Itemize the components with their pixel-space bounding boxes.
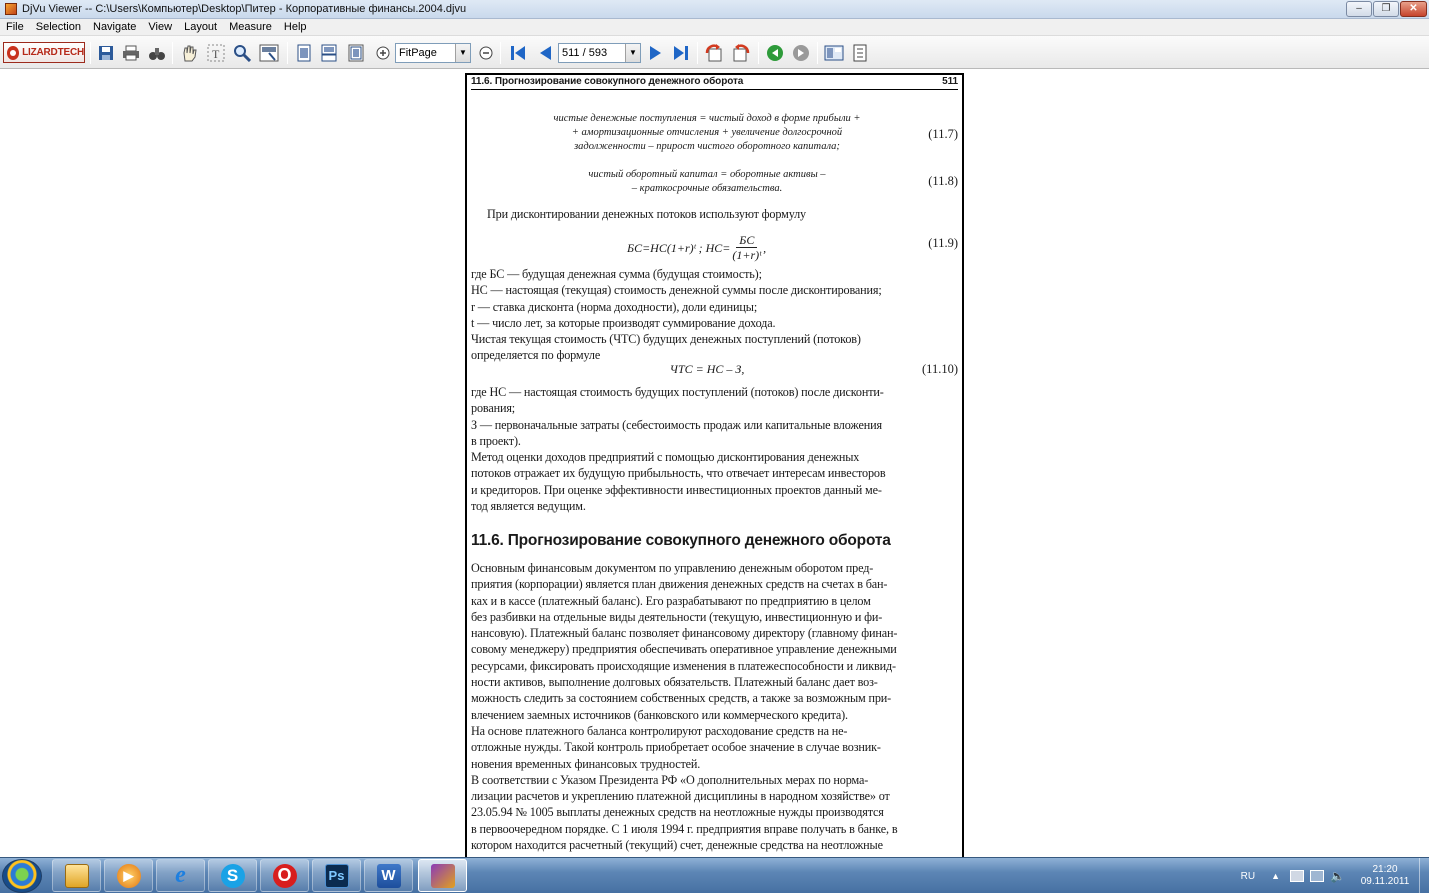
text-line: определяется по формуле — [471, 348, 601, 363]
taskbar-explorer[interactable] — [52, 859, 101, 892]
network-icon[interactable] — [1310, 870, 1324, 882]
text-line: Чистая текущая стоимость (ЧТС) будущих денежных поступлений (потоков) — [471, 332, 861, 347]
formula-text: БС=НС(1+r)ᵗ ; НС= — [627, 240, 731, 255]
continuous-page-icon[interactable] — [319, 43, 339, 63]
last-page-icon[interactable] — [671, 43, 691, 63]
taskbar-skype[interactable] — [208, 859, 257, 892]
text-line: Метод оценки доходов предприятий с помощью дисконтирования денежных — [471, 450, 860, 465]
page-header — [471, 76, 958, 90]
text-line: в проект). — [471, 433, 521, 448]
text-select-icon[interactable] — [206, 43, 226, 63]
single-page-icon[interactable] — [294, 43, 314, 63]
text-line: где БС — будущая денежная сумма (будущая стоимость); — [471, 267, 762, 281]
document-page — [465, 73, 964, 857]
window-title: DjVu Viewer -- C:\Users\Компьютер\Desktop\Питер - Корпоративные финансы.2004.djvu — [22, 3, 467, 15]
opera-icon: O — [273, 864, 297, 888]
action-center-icon[interactable] — [1290, 870, 1304, 882]
start-button[interactable] — [2, 859, 42, 893]
rotate-right-icon[interactable] — [731, 43, 751, 63]
close-button[interactable]: ✕ — [1400, 1, 1427, 17]
text-line: НС — настоящая (текущая) стоимость денежной суммы после дисконтирования; — [471, 283, 882, 298]
formula-number: (11.8) — [928, 174, 958, 188]
text-line: новения временных финансовых трудностей. — [471, 756, 701, 771]
clock-time: 21:20 — [1372, 864, 1398, 875]
lizardtech-logo[interactable] — [3, 42, 85, 63]
fit-page-icon[interactable] — [346, 43, 366, 63]
word-icon: W — [377, 864, 401, 888]
folder-icon — [65, 864, 89, 888]
rect-zoom-icon[interactable] — [259, 43, 279, 63]
text-line: лизации расчетов и укреплению платежной дисциплины в народном хозяйстве» от — [471, 789, 890, 804]
definitions-block-2 — [471, 384, 959, 514]
skype-icon: S — [221, 864, 245, 888]
text-line: r — ставка дисконта (норма доходности), доли единицы; — [471, 299, 758, 314]
text-line: приятия (корпорации) является план движения денежных средств на счетах в бан- — [471, 577, 888, 592]
find-binoculars-icon[interactable] — [147, 43, 167, 63]
taskbar-media-player[interactable] — [104, 859, 153, 892]
menu-bar — [0, 19, 1429, 36]
thumbnails-icon[interactable] — [824, 43, 844, 63]
page-number-select[interactable] — [558, 43, 641, 63]
text-line: совому менеджеру) предприятия обеспечивать оперативное управление денежными — [471, 642, 897, 657]
formula-11-8 — [507, 168, 907, 196]
rotate-left-icon[interactable] — [704, 43, 724, 63]
taskbar-djvu-viewer[interactable] — [418, 859, 467, 892]
text-line: без разбивки на отдельные виды деятельности (текущую, инвестиционную и фи- — [471, 609, 883, 624]
zoom-tool-icon[interactable] — [232, 43, 252, 63]
page-header-title: 11.6. Прогнозирование совокупного денежного оборота — [471, 76, 744, 87]
menu-measure[interactable]: Measure — [229, 21, 272, 33]
zoom-select-value: FitPage — [399, 47, 437, 59]
title-bar — [0, 0, 1429, 19]
system-tray — [1241, 858, 1429, 894]
minimize-button[interactable]: – — [1346, 1, 1372, 17]
maximize-button[interactable]: ❐ — [1373, 1, 1399, 17]
zoom-select[interactable] — [395, 43, 471, 63]
print-icon[interactable] — [121, 43, 141, 63]
volume-icon[interactable]: 🔈 — [1330, 869, 1345, 883]
zoom-out-icon[interactable] — [476, 43, 496, 63]
document-info-icon[interactable] — [850, 43, 870, 63]
formula-fraction — [732, 233, 761, 262]
page-dropdown-arrow-icon[interactable]: ▼ — [625, 44, 640, 62]
menu-selection[interactable]: Selection — [35, 21, 81, 33]
menu-view[interactable]: View — [148, 21, 173, 33]
formula-line: чистый оборотный капитал = оборотные активы – — [588, 169, 826, 180]
formula-number: (11.7) — [928, 127, 958, 141]
text-line: можность следить за состоянием собственных средств, а также за возможным при- — [471, 691, 892, 706]
formula-line: чистые денежные поступления = чистый доход в форме прибыли + — [553, 113, 861, 124]
text-line: в первоочередном порядке. С 1 июля 1994 г. предприятия вправе получать в банке, в — [471, 821, 898, 836]
text-line: влечением заемных источников (банковского или коммерческого кредита). — [471, 707, 848, 722]
taskbar-word[interactable] — [364, 859, 413, 892]
taskbar-photoshop[interactable] — [312, 859, 361, 892]
fraction-denominator: (1+r)ᵗ — [732, 248, 762, 262]
clock-date: 09.11.2011 — [1360, 876, 1410, 887]
menu-file[interactable]: File — [6, 21, 24, 33]
text-line: нансовую). Платежный баланс позволяет финансовому директору (главному финан- — [471, 626, 898, 641]
zoom-dropdown-arrow-icon[interactable]: ▼ — [455, 44, 470, 62]
taskbar-internet-explorer[interactable] — [156, 859, 205, 892]
text-line: тод является ведущим. — [471, 499, 586, 514]
formula-number: (11.9) — [928, 236, 958, 250]
menu-layout[interactable]: Layout — [184, 21, 218, 33]
formula-comma: , — [763, 240, 767, 255]
formula-line: задолженности – прирост чистого оборотного капитала; — [574, 141, 840, 152]
text-line: котором находится расчетный (текущий) счет, денежные средства на неотложные — [471, 838, 883, 853]
photoshop-icon: Ps — [325, 864, 349, 888]
formula-11-9 — [627, 233, 766, 262]
text-line: ресурсами, фиксировать происходящие изменения в платежеспособности и ликвид- — [471, 658, 896, 673]
djvu-icon — [431, 864, 455, 888]
text-line: потоков отражает их будущую прибыльность, что отвечает интересам инвесторов — [471, 466, 886, 481]
clock[interactable] — [1355, 864, 1415, 888]
menu-navigate[interactable]: Navigate — [93, 21, 137, 33]
hand-tool-icon[interactable] — [179, 43, 199, 63]
media-player-icon: ▶ — [117, 864, 141, 888]
taskbar — [0, 857, 1429, 893]
text-line: На основе платежного баланса контролируют расходование средств на не- — [471, 723, 848, 738]
text-line: и кредиторов. При оценке эффективности инвестиционных проектов данный ме- — [471, 482, 882, 497]
definitions-block-1 — [471, 266, 959, 364]
formula-line: – краткосрочные обязательства. — [631, 183, 783, 194]
text-line: рования; — [471, 401, 516, 416]
page-number-value: 511 / 593 — [562, 47, 608, 59]
text-line: В соответствии с Указом Президента РФ «О дополнительных мерах по норма- — [471, 772, 869, 787]
text-line: где НС — настоящая стоимость будущих поступлений (потоков) после дисконти- — [471, 385, 884, 399]
formula-line: + амортизационные отчисления + увеличение долгосрочной — [571, 127, 843, 138]
section-body — [471, 560, 959, 853]
text-line: 23.05.94 № 1005 выплаты денежных средств на неотложные нужды производятся — [471, 805, 884, 820]
text-line: Основным финансовым документом по управлению денежным оборотом пред- — [471, 561, 874, 575]
previous-page-icon[interactable] — [535, 43, 555, 63]
back-icon[interactable] — [765, 43, 785, 63]
app-icon — [5, 3, 17, 15]
show-desktop-button[interactable] — [1419, 858, 1429, 894]
taskbar-opera[interactable] — [260, 859, 309, 892]
show-hidden-icons-icon[interactable]: ▲ — [1271, 871, 1281, 881]
ie-icon: e — [175, 862, 186, 888]
page-header-number: 511 — [942, 76, 958, 87]
save-icon[interactable] — [96, 43, 116, 63]
document-viewer[interactable] — [0, 70, 1429, 857]
toolbar — [0, 36, 1429, 69]
text-line: З — первоначальные затраты (себестоимость продаж или капитальные вложения — [471, 417, 882, 432]
text-line: ности активов, выполнение долговых обязательств. Платежный баланс дает воз- — [471, 675, 878, 690]
formula-11-7 — [507, 112, 907, 154]
svg-text:T: T — [212, 47, 220, 61]
paragraph: При дисконтировании денежных потоков используют формулу — [487, 207, 806, 221]
text-line: ках и в кассе (платежный баланс). Его разрабатывают по предприятию в целом — [471, 593, 871, 608]
text-line: отложные нужды. Такой контроль приобретает особое значение в случае возник- — [471, 740, 881, 755]
formula-11-10: ЧТС = НС – З, — [669, 362, 745, 376]
menu-help[interactable]: Help — [283, 21, 307, 33]
zoom-in-icon[interactable] — [373, 43, 393, 63]
language-indicator[interactable]: RU — [1240, 870, 1256, 882]
formula-number: (11.10) — [922, 362, 958, 376]
fraction-numerator: БС — [736, 233, 757, 248]
forward-icon[interactable] — [791, 43, 811, 63]
lizardtech-logo-text: LIZARDTECH — [22, 47, 84, 58]
section-heading: 11.6. Прогнозирование совокупного денежного оборота — [471, 532, 891, 549]
lizardtech-logo-icon — [7, 46, 19, 60]
next-page-icon[interactable] — [646, 43, 666, 63]
text-line: t — число лет, за которые производят суммирование дохода. — [471, 315, 776, 330]
first-page-icon[interactable] — [508, 43, 528, 63]
